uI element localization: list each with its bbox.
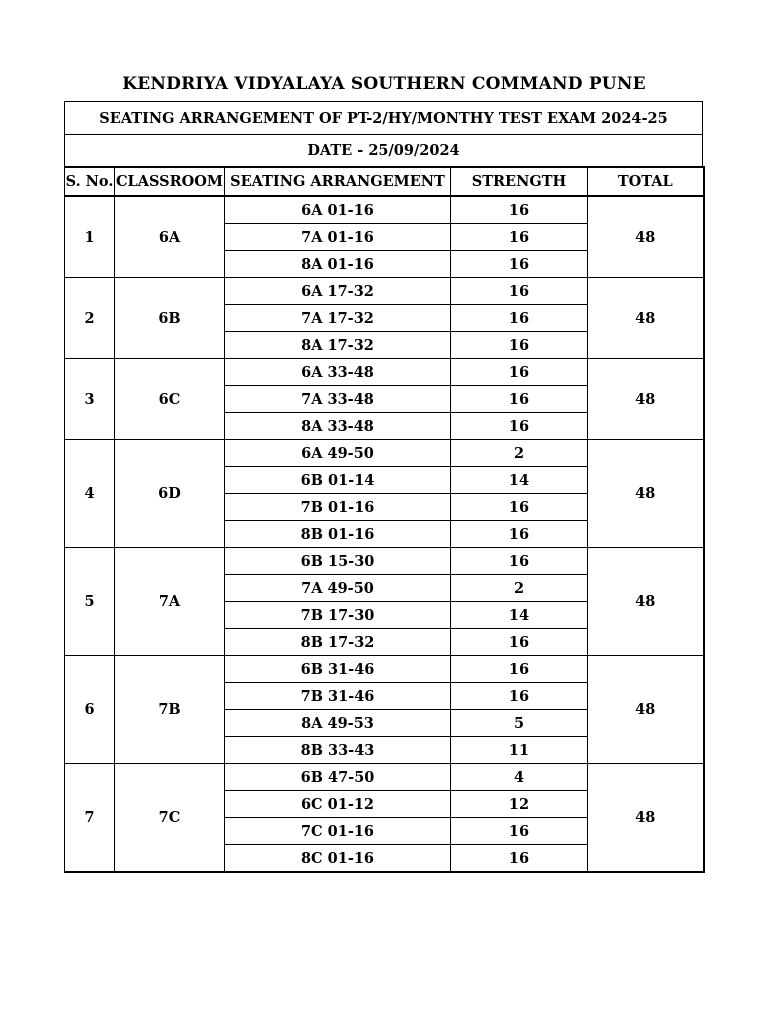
classroom-cell: 6D [115, 440, 225, 548]
classroom-cell: 7A [115, 548, 225, 656]
serial-number-cell: 4 [65, 440, 115, 548]
serial-number-cell: 2 [65, 278, 115, 359]
strength-cell: 16 [451, 629, 588, 656]
total-cell: 48 [588, 656, 704, 764]
total-cell: 48 [588, 440, 704, 548]
seating-arrangement-cell: 7A 17-32 [225, 305, 451, 332]
total-cell: 48 [588, 764, 704, 873]
strength-cell: 16 [451, 548, 588, 575]
strength-cell: 16 [451, 251, 588, 278]
seating-arrangement-cell: 6A 49-50 [225, 440, 451, 467]
strength-cell: 16 [451, 386, 588, 413]
strength-cell: 16 [451, 494, 588, 521]
strength-cell: 16 [451, 521, 588, 548]
seating-arrangement-cell: 7A 01-16 [225, 224, 451, 251]
seating-arrangement-cell: 6A 33-48 [225, 359, 451, 386]
serial-number-cell: 6 [65, 656, 115, 764]
strength-cell: 16 [451, 683, 588, 710]
seating-arrangement-cell: 8B 17-32 [225, 629, 451, 656]
seating-sheet [64, 101, 703, 873]
seating-table [64, 166, 705, 873]
serial-number-cell: 5 [65, 548, 115, 656]
seating-arrangement-cell: 6A 01-16 [225, 196, 451, 224]
seating-arrangement-cell: 6B 01-14 [225, 467, 451, 494]
seating-arrangement-cell: 8A 49-53 [225, 710, 451, 737]
strength-cell: 14 [451, 602, 588, 629]
seating-arrangement-cell: 8B 33-43 [225, 737, 451, 764]
header-sno: S. No. [65, 167, 115, 196]
table-header-row [65, 167, 704, 196]
total-cell: 48 [588, 359, 704, 440]
table-row [65, 440, 704, 467]
exam-subtitle: SEATING ARRANGEMENT OF PT-2/HY/MONTHY TEST EXAM 2024-25 [64, 101, 703, 134]
table-row [65, 359, 704, 386]
table-row [65, 196, 704, 224]
header-total: TOTAL [588, 167, 704, 196]
table-body [65, 196, 704, 872]
strength-cell: 16 [451, 224, 588, 251]
strength-cell: 14 [451, 467, 588, 494]
table-row [65, 278, 704, 305]
seating-arrangement-cell: 8A 33-48 [225, 413, 451, 440]
seating-arrangement-cell: 8B 01-16 [225, 521, 451, 548]
strength-cell: 5 [451, 710, 588, 737]
serial-number-cell: 7 [65, 764, 115, 873]
classroom-cell: 7B [115, 656, 225, 764]
header-seating-arrangement: SEATING ARRANGEMENT [225, 167, 451, 196]
seating-arrangement-cell: 7B 01-16 [225, 494, 451, 521]
seating-arrangement-cell: 8C 01-16 [225, 845, 451, 873]
strength-cell: 16 [451, 359, 588, 386]
table-row [65, 548, 704, 575]
seating-arrangement-cell: 6C 01-12 [225, 791, 451, 818]
seating-arrangement-cell: 6B 15-30 [225, 548, 451, 575]
total-cell: 48 [588, 196, 704, 278]
strength-cell: 2 [451, 440, 588, 467]
strength-cell: 16 [451, 845, 588, 873]
seating-arrangement-cell: 6B 47-50 [225, 764, 451, 791]
strength-cell: 16 [451, 278, 588, 305]
header-strength: STRENGTH [451, 167, 588, 196]
classroom-cell: 6A [115, 196, 225, 278]
strength-cell: 16 [451, 818, 588, 845]
seating-arrangement-cell: 8A 17-32 [225, 332, 451, 359]
seating-arrangement-cell: 7B 17-30 [225, 602, 451, 629]
total-cell: 48 [588, 548, 704, 656]
strength-cell: 11 [451, 737, 588, 764]
page-title: KENDRIYA VIDYALAYA SOUTHERN COMMAND PUNE [122, 74, 646, 94]
strength-cell: 2 [451, 575, 588, 602]
serial-number-cell: 1 [65, 196, 115, 278]
seating-arrangement-cell: 6A 17-32 [225, 278, 451, 305]
strength-cell: 4 [451, 764, 588, 791]
strength-cell: 12 [451, 791, 588, 818]
strength-cell: 16 [451, 413, 588, 440]
seating-arrangement-cell: 7A 33-48 [225, 386, 451, 413]
strength-cell: 16 [451, 656, 588, 683]
total-cell: 48 [588, 278, 704, 359]
serial-number-cell: 3 [65, 359, 115, 440]
seating-arrangement-cell: 7C 01-16 [225, 818, 451, 845]
classroom-cell: 6C [115, 359, 225, 440]
strength-cell: 16 [451, 196, 588, 224]
seating-arrangement-cell: 7B 31-46 [225, 683, 451, 710]
table-row [65, 764, 704, 791]
strength-cell: 16 [451, 305, 588, 332]
exam-date: DATE - 25/09/2024 [64, 134, 703, 166]
header-classroom: CLASSROOM [115, 167, 225, 196]
classroom-cell: 7C [115, 764, 225, 873]
seating-arrangement-cell: 7A 49-50 [225, 575, 451, 602]
seating-arrangement-cell: 6B 31-46 [225, 656, 451, 683]
classroom-cell: 6B [115, 278, 225, 359]
strength-cell: 16 [451, 332, 588, 359]
seating-arrangement-cell: 8A 01-16 [225, 251, 451, 278]
table-row [65, 656, 704, 683]
